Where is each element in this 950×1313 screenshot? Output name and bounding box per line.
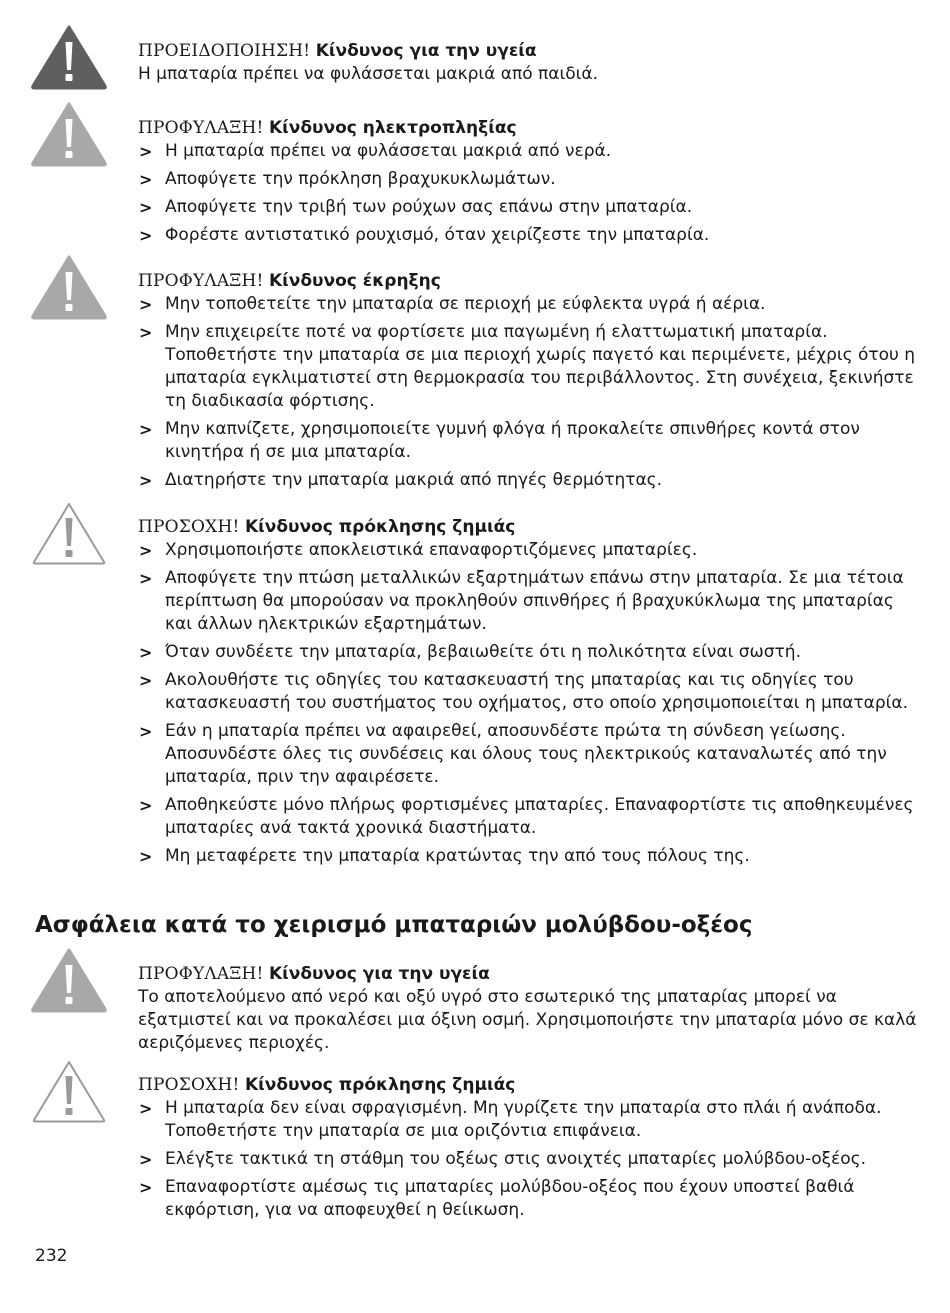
- hazard-type: Κίνδυνος ηλεκτροπληξίας: [268, 118, 517, 138]
- list-item: > Χρησιμοποιήστε αποκλειστικά επαναφορτιζόμενες μπαταρίες.: [138, 539, 920, 562]
- notice-triangle-icon: [30, 1058, 108, 1124]
- block-title: [138, 1074, 920, 1096]
- signal-word: ΠΡΟΕΙΔΟΠΟΙΗΣΗ!: [138, 41, 311, 61]
- list-item: > Η μπαταρία πρέπει να φυλάσσεται μακριά από νερά.: [138, 140, 920, 163]
- signal-word: ΠΡΟΣΟΧΗ!: [138, 1075, 240, 1095]
- list-item: > Ελέγξτε τακτικά τη στάθμη του οξέως στις ανοιχτές μπαταρίες μολύβδου-οξέος.: [138, 1148, 920, 1171]
- caution-triangle-icon: [30, 947, 108, 1013]
- list-item: > Ακολουθήστε τις οδηγίες του κατασκευαστή της μπαταρίας και τις οδηγίες του κατασκευαστή του συστήματος του οχήματος, στο οποίο χρησιμοποιείται η μπαταρία.: [138, 669, 920, 715]
- hazard-type: Κίνδυνος πρόκλησης ζημιάς: [244, 1075, 516, 1095]
- section-heading: Ασφάλεια κατά το χειρισμό μπαταριών μολύβδου-οξέος: [35, 912, 753, 938]
- list-item: > Αποθηκεύστε μόνο πλήρως φορτισμένες μπαταρίες. Επαναφορτίστε τις αποθηκευμένες μπαταρίες ανά τακτά χρονικά διαστήματα.: [138, 794, 920, 840]
- hazard-type: Κίνδυνος έκρηξης: [268, 271, 441, 291]
- list-item: > Η μπαταρία δεν είναι σφραγισμένη. Μη γυρίζετε την μπαταρία στο πλάι ή ανάποδα. Τοποθετήστε την μπαταρία σε μια οριζόντια επιφάνεια.: [138, 1097, 920, 1143]
- hazard-type: Κίνδυνος για την υγεία: [315, 41, 537, 61]
- caution-block-health: [30, 963, 920, 1055]
- notice-block-damage: [30, 516, 920, 868]
- list-item: > Φορέστε αντιστατικό ρουχισμό, όταν χειρίζεστε την μπαταρία.: [138, 224, 920, 247]
- hazard-type: Κίνδυνος πρόκλησης ζημιάς: [244, 517, 516, 537]
- block-title: [138, 516, 920, 538]
- block-title: [138, 40, 920, 62]
- signal-word: ΠΡΟΦΥΛΑΞΗ!: [138, 964, 264, 984]
- list-item: > Μην τοποθετείτε την μπαταρία σε περιοχή με εύφλεκτα υγρά ή αέρια.: [138, 293, 920, 316]
- list-item: > Μην καπνίζετε, χρησιμοποιείτε γυμνή φλόγα ή προκαλείτε σπινθήρες κοντά στον κινητήρα ή σε μια μπαταρία.: [138, 418, 920, 464]
- list-item: > Μην επιχειρείτε ποτέ να φορτίσετε μια παγωμένη ή ελαττωματική μπαταρία. Τοποθετήστε την μπαταρία σε μια περιοχή χωρίς παγετό και περιμένετε, μέχρις ότου η μπαταρία εγκλιματιστεί στη θερμοκρασία του περιβάλλοντος. Στη συνέχεια, ξεκινήστε τη διαδικασία φόρτισης.: [138, 321, 920, 413]
- block-title: [138, 117, 920, 139]
- instruction-list: [138, 539, 920, 868]
- instruction-list: [138, 293, 920, 492]
- hazard-type: Κίνδυνος για την υγεία: [268, 964, 490, 984]
- warning-block-1: [30, 40, 920, 86]
- signal-word: ΠΡΟΦΥΛΑΞΗ!: [138, 271, 264, 291]
- list-item: > Μη μεταφέρετε την μπαταρία κρατώντας την από τους πόλους της.: [138, 845, 920, 868]
- warning-triangle-icon: [30, 24, 108, 90]
- block-text: Το αποτελούμενο από νερό και οξύ υγρό στο εσωτερικό της μπαταρίας μπορεί να εξατμιστεί και να προκαλέσει μια όξινη οσμή. Χρησιμοποιήστε την μπαταρία μόνο σε καλά αεριζόμενες περιοχές.: [138, 987, 917, 1053]
- list-item: > Αποφύγετε την τριβή των ρούχων σας επάνω στην μπαταρία.: [138, 196, 920, 219]
- list-item: > Επαναφορτίστε αμέσως τις μπαταρίες μολύβδου-οξέος που έχουν υποστεί βαθιά εκφόρτιση, για να αποφευχθεί η θείικωση.: [138, 1176, 920, 1222]
- block-title: [138, 963, 920, 985]
- list-item: > Εάν η μπαταρία πρέπει να αφαιρεθεί, αποσυνδέστε πρώτα τη σύνδεση γείωσης. Αποσυνδέστε όλες τις συνδέσεις και όλους τους ηλεκτρικούς καταναλωτές από την μπαταρία, πριν την αφαιρέσετε.: [138, 720, 920, 789]
- list-item: > Διατηρήστε την μπαταρία μακριά από πηγές θερμότητας.: [138, 469, 920, 492]
- notice-block-lead-acid: [30, 1074, 920, 1222]
- caution-block-electric: [30, 117, 920, 247]
- list-item: > Αποφύγετε την πτώση μεταλλικών εξαρτημάτων επάνω στην μπαταρία. Σε μια τέτοια περίπτωση θα μπορούσαν να προκληθούν σπινθήρες ή βραχυκύκλωμα της μπαταρίας και άλλων ηλεκτρικών εξαρτημάτων.: [138, 567, 920, 636]
- list-item: > Αποφύγετε την πρόκληση βραχυκυκλωμάτων.: [138, 168, 920, 191]
- signal-word: ΠΡΟΣΟΧΗ!: [138, 517, 240, 537]
- caution-triangle-icon: [30, 254, 108, 320]
- notice-triangle-icon: [30, 500, 108, 566]
- instruction-list: [138, 140, 920, 247]
- block-title: [138, 270, 920, 292]
- caution-block-explosion: [30, 270, 920, 492]
- instruction-list: [138, 1097, 920, 1222]
- block-text: Η μπαταρία πρέπει να φυλάσσεται μακριά από παιδιά.: [138, 64, 598, 84]
- caution-triangle-icon: [30, 101, 108, 167]
- signal-word: ΠΡΟΦΥΛΑΞΗ!: [138, 118, 264, 138]
- page-number: 232: [35, 1246, 68, 1266]
- list-item: > Όταν συνδέετε την μπαταρία, βεβαιωθείτε ότι η πολικότητα είναι σωστή.: [138, 641, 920, 664]
